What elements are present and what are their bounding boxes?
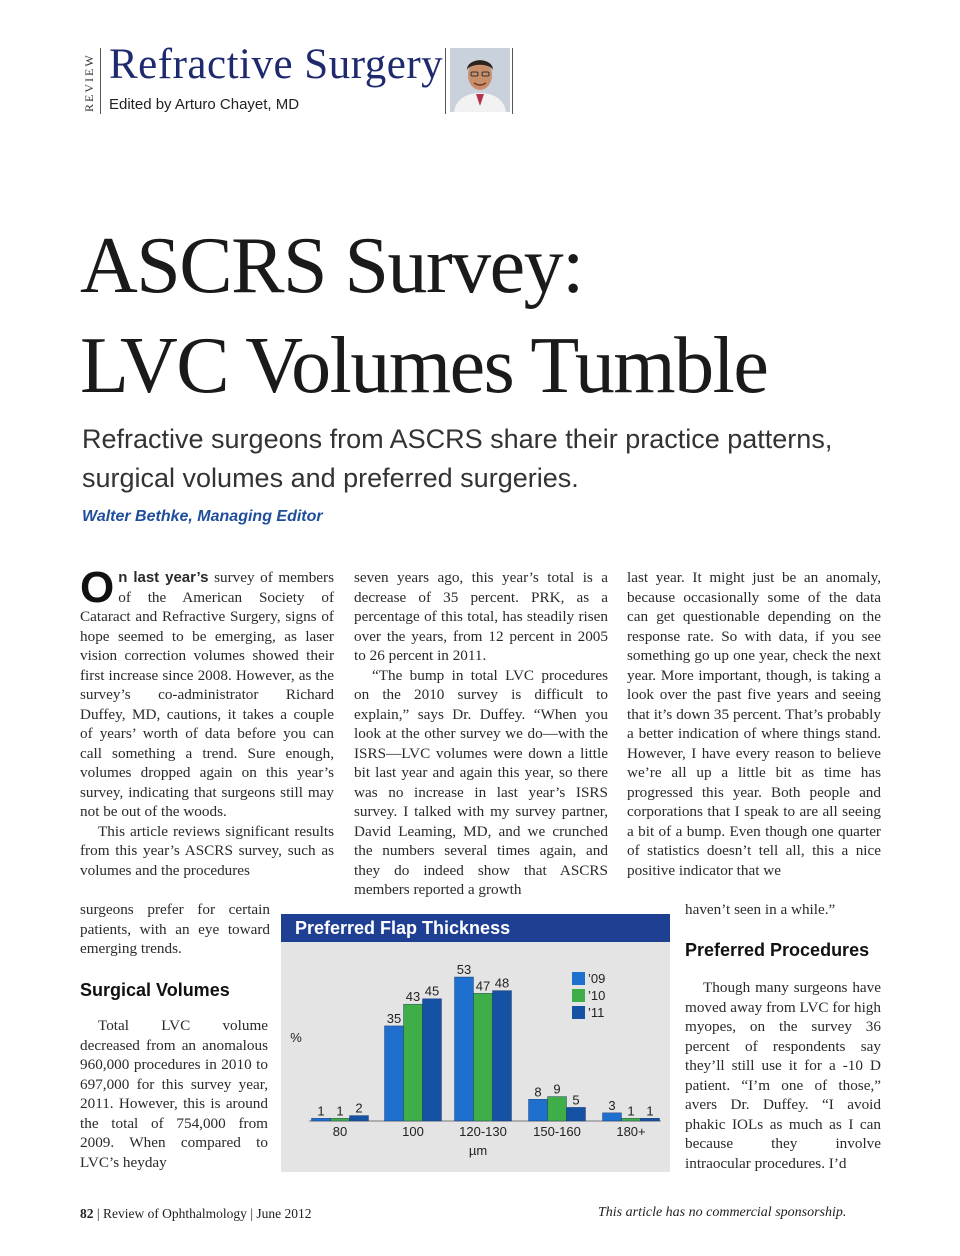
bar-120-130-09	[455, 977, 474, 1121]
bar-120-130-10	[474, 993, 493, 1121]
data-label-100-09: 35	[386, 1010, 402, 1026]
review-tag-text: REVIEW	[82, 53, 96, 112]
footer-folio	[80, 1206, 312, 1222]
footer-separator-2: |	[250, 1206, 254, 1221]
subhead-surgical-volumes: Surgical Volumes	[80, 980, 230, 1000]
legend-swatch-2	[572, 1006, 585, 1019]
data-label-180+-10: 1	[627, 1103, 635, 1119]
legend-label-1: ’10	[588, 988, 606, 1003]
legend-label-2: ’11	[588, 1005, 605, 1020]
column-1-top	[80, 563, 335, 880]
intro-text: survey of members of the American Society of Cataract and Refractive Surgery, signs of hope seemed to be emerging, as laser vision correction volumes showed their first increase since 2008. However, as the survey’s co-administrator Richard Duffey, MD, cautions, it takes a couple of years’ worth of data before you can call something a trend. Sure enough, volumes dropped again on this year’s survey, indicating that surgeons still may not be out of the woods.	[80, 569, 335, 820]
column-1-bottom	[80, 1016, 268, 1172]
paragraph-procedures: Though many surgeons have moved away from LVC for high myopes, on the survey 36 percent of respondents say they’ll still use it for a -10 D patient. “I’m one of those,” avers Dr. Duffey. “I avoid phakic IOLs as much as I can because they involve intraocular procedures. I’d	[685, 979, 881, 1172]
editor-portrait	[450, 48, 510, 112]
bar-100-10	[404, 1004, 423, 1121]
footer-separator-1: |	[96, 1206, 100, 1221]
paragraph-2a: This article reviews significant results from this year’s ASCRS survey, such as volumes and the procedures	[80, 822, 334, 879]
data-label-100-11: 45	[424, 983, 440, 999]
x-axis-label: µm	[468, 1143, 488, 1158]
paragraph-2b: surgeons prefer for certain patients, with an eye toward emerging trends.	[80, 901, 270, 957]
bar-180+-11	[641, 1118, 660, 1121]
section-title: Refractive Surgery	[109, 41, 444, 88]
legend-swatch-0	[572, 972, 585, 985]
column-1-middle	[80, 900, 270, 959]
data-label-100-10: 43	[405, 989, 421, 1005]
headline-line-2: LVC Volumes Tumble	[80, 322, 768, 410]
editor-credit: Edited by Arturo Chayet, MD	[109, 96, 300, 113]
bar-100-11	[423, 999, 442, 1121]
review-section-tag	[78, 48, 100, 114]
x-tick-label: 150-160	[533, 1124, 581, 1139]
page-number: 82	[80, 1206, 94, 1221]
data-label-150-160-09: 8	[534, 1084, 542, 1100]
column-3-quote-tail	[685, 900, 881, 920]
data-label-80-10: 1	[336, 1103, 344, 1119]
data-label-80-11: 2	[355, 1100, 363, 1116]
flap-thickness-chart	[281, 914, 670, 1172]
bar-150-160-11	[567, 1107, 586, 1121]
data-label-120-130-11: 48	[494, 975, 510, 991]
bar-80-10	[331, 1118, 350, 1121]
x-tick-label: 80	[332, 1124, 348, 1139]
column-3-bottom	[685, 978, 881, 1173]
col2-paragraph-1: seven years ago, this year’s total is a decrease of 35 percent. PRK, as a percentage of this total, has steadily risen over the years, from 12 percent in 2005 to 26 percent in 2011.	[354, 569, 608, 664]
subhead-preferred-procedures: Preferred Procedures	[685, 940, 870, 960]
legend-label-0: ’09	[588, 971, 606, 986]
x-tick-label: 180+	[616, 1124, 646, 1139]
lead-in: n last year’s	[118, 569, 209, 586]
deck-subtitle: Refractive surgeons from ASCRS share their practice patterns, surgical volumes and preferred surgeries.	[82, 424, 833, 493]
data-label-180+-11: 1	[646, 1103, 654, 1119]
paragraph-volumes: Total LVC volume decreased from an anomalous 960,000 procedures in 2010 to 697,000 for this survey year, 2011. However, this is around the total of 754,000 from 2009. When compared to LVC’s heyday	[80, 1017, 268, 1171]
legend-swatch-1	[572, 989, 585, 1002]
headline	[80, 216, 900, 416]
data-label-120-130-10: 47	[475, 978, 491, 994]
bar-80-11	[350, 1116, 369, 1121]
header-divider-mid	[445, 48, 446, 114]
bar-100-09	[385, 1026, 404, 1121]
data-label-180+-09: 3	[608, 1097, 616, 1113]
issue-date: June 2012	[256, 1206, 312, 1221]
x-tick-label: 120-130	[459, 1124, 507, 1139]
data-label-80-09: 1	[317, 1103, 325, 1119]
byline: Walter Bethke, Managing Editor	[82, 508, 323, 525]
drop-cap: O	[80, 563, 115, 612]
bar-180+-10	[622, 1118, 641, 1121]
sponsorship-disclaimer: This article has no commercial sponsorship.	[598, 1205, 847, 1220]
intro-paragraph	[80, 563, 335, 822]
editor-portrait-illustration	[450, 48, 510, 112]
headline-line-1: ASCRS Survey:	[80, 222, 583, 310]
column-3-top	[627, 568, 881, 880]
bar-150-160-09	[529, 1099, 548, 1121]
x-tick-label: 100	[402, 1124, 424, 1139]
data-label-150-160-11: 5	[572, 1092, 580, 1108]
col3-paragraph-1: last year. It might just be an anomaly, because occasionally some of the data can get questionable depending on the response rate. So with data, if you see something go up one year, check the next year. More important, though, is taking a look over the past five years and seeing that it’s down 35 percent. That’s probably a better indication of where things stand. However, I have every reason to believe we’re all up a little bit as time has progressed this year. Both people and corporations that I speak to are all seeing a bit of a bump. Even though one quarter of statistics doesn’t tell all, this a nice positive indicator that we	[627, 569, 881, 879]
bar-150-160-10	[548, 1097, 567, 1121]
data-label-150-160-10: 9	[553, 1081, 561, 1097]
bar-80-09	[312, 1118, 331, 1121]
data-label-120-130-09: 53	[456, 962, 472, 977]
header-divider-right	[512, 48, 513, 114]
quote-tail: haven’t seen in a while.”	[685, 901, 836, 918]
bar-180+-09	[603, 1113, 622, 1121]
y-axis-label: %	[290, 1030, 302, 1045]
col2-paragraph-2: “The bump in total LVC procedures on the 2010 survey is difficult to explain,” says Dr. Duffey. “When you look at the other survey we do—with the ISRS—LVC volumes were down a little bit last year and again this year, so there was no increase in last year’s ISRS survey. I talked with my survey partner, David Leaming, MD, and we crunched the numbers several times again, and they do indeed show that ASCRS members reported a growth	[354, 666, 608, 898]
chart-title: Preferred Flap Thickness	[295, 918, 511, 938]
header-divider-left	[100, 48, 101, 114]
publication-name: Review of Ophthalmology	[102, 1206, 247, 1221]
column-2	[354, 568, 608, 900]
bar-120-130-11	[493, 991, 512, 1121]
